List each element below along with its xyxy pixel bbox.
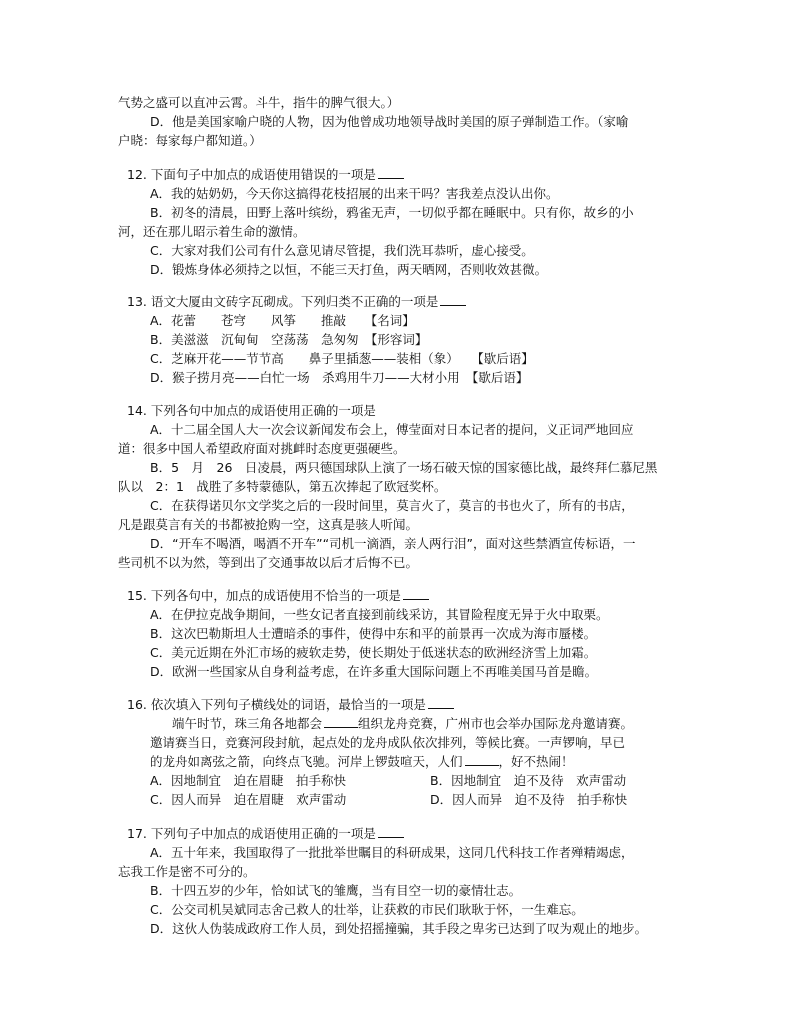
question-text: 12. 下面句子中加点的成语使用错误的一项是	[127, 167, 376, 182]
option-a-cont: 忘我工作是密不可分的。	[118, 864, 256, 879]
option-d: D．他是美国家喻户晓的人物，因为他曾成功地领导战时美国的原子弹制造工作。（家喻	[150, 114, 629, 129]
fill-blank-1	[324, 715, 358, 728]
option-d: D．欧洲一些国家从自身利益考虑，在许多重大国际问题上不再唯美国马首是瞻。	[150, 664, 598, 679]
option-a: A．因地制宜 迫在眉睫 拍手称快	[150, 773, 347, 788]
option-c: C．芝麻开花——节节高 鼻子里插葱——装相（象） 【歇后语】	[150, 351, 534, 366]
question-15-stem	[127, 586, 429, 605]
question-14-stem: 14. 下列各句中加点的成语使用正确的一项是	[127, 403, 376, 418]
option-a: A．十二届全国人大一次会议新闻发布会上，傅莹面对日本记者的提问，义正词严地回应	[150, 422, 634, 437]
option-b: B．因地制宜 迫不及待 欢声雷动	[430, 773, 627, 788]
option-b: B．这次巴勒斯坦人士遭暗杀的事件，使得中东和平的前景再一次成为海市蜃楼。	[150, 626, 597, 641]
option-c: C．在获得诺贝尔文学奖之后的一段时间里，莫言火了，莫言的书也火了，所有的书店，	[150, 498, 634, 513]
paragraph-line: 户晓：每家每户都知道。）	[118, 133, 262, 148]
passage-line: 邀请赛当日，竞赛河段封航，起点处的龙舟成队依次排列，等候比赛。一声锣响，早已	[150, 735, 626, 750]
option-b: B．5 月 26 日凌晨，两只德国球队上演了一场石破天惊的国家德比战，最终拜仁慕尼黑	[150, 460, 658, 475]
option-c: C．大家对我们公司有什么意见请尽管提，我们洗耳恭听，虚心接受。	[150, 243, 534, 258]
option-b: B．美滋滋 沉甸甸 空荡荡 急匆匆 【形容词】	[150, 332, 428, 347]
option-a-cont: 道：很多中国人希望政府面对挑衅时态度更强硬些。	[118, 441, 406, 456]
fill-blank-2	[465, 753, 499, 766]
option-b-cont: 队以 2：1 战胜了多特蒙德队，第五次捧起了欧冠奖杯。	[118, 479, 447, 494]
option-c: C．美元近期在外汇市场的疲软走势，使长期处于低迷状态的欧洲经济雪上加霜。	[150, 645, 597, 660]
option-b: B．十四五岁的少年，恰如试飞的雏鹰，当有目空一切的豪情壮志。	[150, 883, 522, 898]
option-a: A．五十年来，我国取得了一批批举世瞩目的科研成果，这同几代科技工作者殚精竭虑，	[150, 845, 634, 860]
answer-blank	[403, 587, 429, 600]
question-16-stem	[127, 695, 454, 714]
option-d: D．因人而异 迫不及待 拍手称快	[430, 792, 628, 807]
question-text: 13. 语文大厦由文砖字瓦砌成。下列归类不正确的一项是	[127, 294, 439, 309]
option-c-cont: 凡是跟莫言有关的书都被抢购一空，这真是骇人听闻。	[118, 517, 419, 532]
answer-blank	[428, 696, 454, 709]
question-17-stem	[127, 824, 404, 843]
passage-line: 的龙舟如离弦之箭，向终点飞驰。河岸上锣鼓喧天，人们 ，好不热闹！	[150, 754, 574, 769]
option-d: D．这伙人伪装成政府工作人员，到处招摇撞骗，其手段之卑劣已达到了叹为观止的地步。	[150, 921, 648, 936]
passage-line: 端午时节，珠三角各地都会 组织龙舟竞赛，广州市也会举办国际龙舟邀请赛。	[172, 716, 634, 731]
option-c: C．因人而异 迫在眉睫 欢声雷动	[150, 792, 347, 807]
paragraph-line: 气势之盛可以直冲云霄。斗牛，指牛的脾气很大。）	[118, 95, 400, 110]
option-d: D．猴子捞月亮——白忙一场 杀鸡用牛刀——大材小用 【歇后语】	[150, 370, 529, 385]
question-text: 17. 下列句子中加点的成语使用正确的一项是	[127, 826, 376, 841]
option-a: A．我的姑奶奶，今天你这搞得花枝招展的出来干吗？害我差点没认出你。	[150, 186, 559, 201]
option-d: D．锻炼身体必须持之以恒，不能三天打鱼，两天晒网，否则收效甚微。	[150, 262, 548, 277]
option-a: A．花蕾 苍穹 风筝 推敲 【名词】	[150, 313, 415, 328]
question-12-stem	[127, 165, 404, 184]
question-13-stem	[127, 292, 466, 311]
option-d-cont: 些司机不以为然，等到出了交通事故以后才后悔不已。	[118, 555, 419, 570]
option-b-cont: 河，还在那儿昭示着生命的激情。	[118, 224, 306, 239]
option-a: A．在伊拉克战争期间，一些女记者直接到前线采访，其冒险程度无异于火中取栗。	[150, 607, 609, 622]
answer-blank	[378, 825, 404, 838]
option-d: D．“开车不喝酒，喝酒不开车”“司机一滴酒，亲人两行泪”，面对这些禁酒宣传标语，一	[150, 536, 636, 551]
question-text: 16. 依次填入下列句子横线处的词语，最恰当的一项是	[127, 697, 426, 712]
answer-blank	[378, 166, 404, 179]
answer-blank	[440, 293, 466, 306]
question-text: 15. 下列各句中，加点的成语使用不恰当的一项是	[127, 588, 401, 603]
option-c: C．公交司机吴斌同志舍己救人的壮举，让获救的市民们耿耿于怀，一生难忘。	[150, 902, 584, 917]
option-b: B．初冬的清晨，田野上落叶缤纷，鸦雀无声，一切似乎都在睡眠中。只有你，故乡的小	[150, 205, 634, 220]
